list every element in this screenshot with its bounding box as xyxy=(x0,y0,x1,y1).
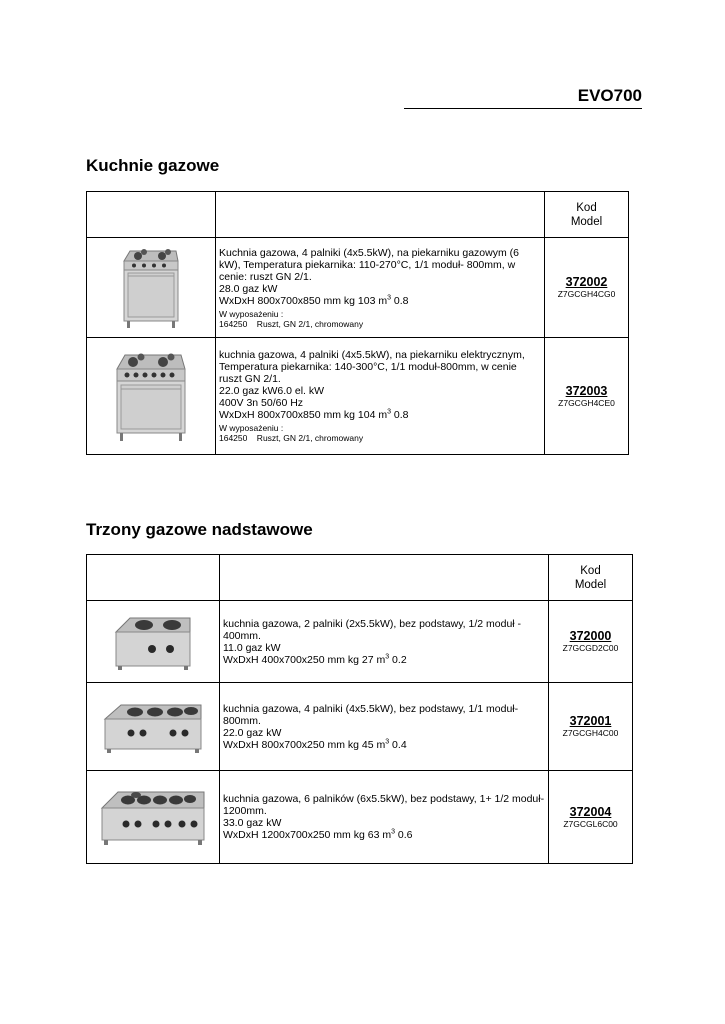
countertop-2-burner-icon xyxy=(112,612,194,672)
table-row xyxy=(87,683,633,771)
product-table-kuchnie-gazowe xyxy=(86,191,629,455)
product-description-cell xyxy=(220,601,549,683)
dimensions-unit-exponent: 3 xyxy=(391,828,395,836)
dimensions-unit-exponent: 3 xyxy=(387,294,391,301)
dimensions-unit-exponent: 3 xyxy=(385,738,390,745)
product-code[interactable]: 372000 xyxy=(569,629,612,643)
dimensions-unit-exponent: 3 xyxy=(385,653,390,660)
header-code-cell xyxy=(545,192,629,238)
product-table-trzony-gazowe xyxy=(86,554,633,864)
accessory-item: 164250 Ruszt, GN 2/1, chromowany xyxy=(219,318,364,329)
product-model: Z7GCGH4CE0 xyxy=(558,397,615,408)
product-model: Z7GCGH4C00 xyxy=(562,728,619,738)
dimensions-text: WxDxH 800x700x850 mm kg 104 m xyxy=(219,409,388,421)
code-header-kod: Kod xyxy=(580,564,601,577)
product-power: 33.0 gaz kW xyxy=(223,817,282,829)
product-dimensions xyxy=(223,739,545,751)
accessory-label: W wyposażeniu : xyxy=(219,423,284,433)
product-image-cell xyxy=(87,338,216,455)
product-voltage: 400V 3n 50/60 Hz xyxy=(219,397,304,409)
product-dimensions xyxy=(223,654,545,666)
product-description: kuchnia gazowa, 6 palników (6x5.5kW), bez podstawy, 1+ 1/2 moduł- 1200mm. xyxy=(223,793,545,817)
document-header-title: EVO700 xyxy=(404,86,642,109)
product-code-cell xyxy=(549,683,633,771)
product-code-cell xyxy=(545,338,629,455)
product-power: 22.0 gaz kW6.0 el. kW xyxy=(219,385,325,397)
code-header-model: Model xyxy=(574,578,607,591)
product-code-cell xyxy=(549,601,633,683)
product-model: Z7GCGH4CG0 xyxy=(557,289,616,299)
product-dimensions xyxy=(219,409,541,421)
dimensions-volume: 0.6 xyxy=(394,829,413,841)
accessory-label: W wyposażeniu : xyxy=(219,308,284,319)
product-code[interactable]: 372004 xyxy=(569,804,612,819)
table-row xyxy=(87,771,633,864)
accessory-item: 164250 Ruszt, GN 2/1, chromowany xyxy=(219,433,364,443)
table-header-row xyxy=(87,555,633,601)
product-description-cell xyxy=(220,683,549,771)
header-description-cell xyxy=(216,192,545,238)
product-code-cell xyxy=(545,238,629,338)
product-image-cell xyxy=(87,683,220,771)
dimensions-volume: 0.8 xyxy=(390,409,409,421)
product-image-cell xyxy=(87,601,220,683)
gas-range-electric-oven-4-burner-icon xyxy=(109,349,193,444)
product-model: Z7GCGD2C00 xyxy=(562,643,619,653)
product-image-cell xyxy=(87,238,216,338)
product-description: kuchnia gazowa, 4 palniki (4x5.5kW), na piekarniku elektrycznym, Temperatura piekarnika: 140-300°C, 1/1 moduł-800mm, w cenie ruszt GN 2/1. xyxy=(219,349,525,385)
gas-range-oven-4-burner-icon xyxy=(116,247,186,329)
product-model: Z7GCGL6C00 xyxy=(563,818,618,829)
header-description-cell xyxy=(220,555,549,601)
header-code-cell xyxy=(549,555,633,601)
dimensions-text: WxDxH 1200x700x250 mm kg 63 m xyxy=(223,829,392,841)
section-title-trzony-gazowe: Trzony gazowe nadstawowe xyxy=(86,520,313,539)
header-image-cell xyxy=(87,192,216,238)
table-header-row xyxy=(87,192,629,238)
product-description: kuchnia gazowa, 2 palniki (2x5.5kW), bez podstawy, 1/2 moduł - 400mm. xyxy=(223,617,522,642)
product-description-cell xyxy=(220,771,549,864)
dimensions-text: WxDxH 400x700x250 mm kg 27 m xyxy=(223,653,386,666)
countertop-4-burner-icon xyxy=(101,699,205,755)
product-description: Kuchnia gazowa, 4 palniki (4x5.5kW), na piekarniku gazowym (6 kW), Temperatura piekarnika: 110-270°C, 1/1 moduł- 800mm, w cenie: ruszt GN 2/1. xyxy=(219,246,519,283)
product-description-cell xyxy=(216,338,545,455)
dimensions-volume: 0.4 xyxy=(389,738,407,751)
header-image-cell xyxy=(87,555,220,601)
product-code[interactable]: 372002 xyxy=(565,275,608,289)
dimensions-text: WxDxH 800x700x250 mm kg 45 m xyxy=(223,738,386,751)
code-header-kod: Kod xyxy=(576,201,597,214)
section-title-kuchnie-gazowe: Kuchnie gazowe xyxy=(86,156,220,175)
code-header-model: Model xyxy=(570,215,603,228)
table-row xyxy=(87,601,633,683)
product-code[interactable]: 372001 xyxy=(569,714,612,728)
dimensions-volume: 0.2 xyxy=(389,653,407,666)
product-code-cell xyxy=(549,771,633,864)
dimensions-text: WxDxH 800x700x850 mm kg 103 m xyxy=(219,294,388,307)
product-dimensions xyxy=(223,829,545,841)
product-power: 11.0 gaz kW xyxy=(223,641,281,654)
countertop-6-burner-icon xyxy=(98,786,208,848)
product-image-cell xyxy=(87,771,220,864)
dimensions-unit-exponent: 3 xyxy=(387,408,391,416)
product-code[interactable]: 372003 xyxy=(565,383,608,398)
product-power: 22.0 gaz kW xyxy=(223,726,282,739)
product-dimensions xyxy=(219,295,541,307)
product-description: kuchnia gazowa, 4 palniki (4x5.5kW), bez podstawy, 1/1 moduł- 800mm. xyxy=(223,702,519,727)
dimensions-volume: 0.8 xyxy=(390,294,409,307)
table-row xyxy=(87,238,629,338)
product-power: 28.0 gaz kW xyxy=(219,282,278,295)
table-row xyxy=(87,338,629,455)
product-description-cell xyxy=(216,238,545,338)
